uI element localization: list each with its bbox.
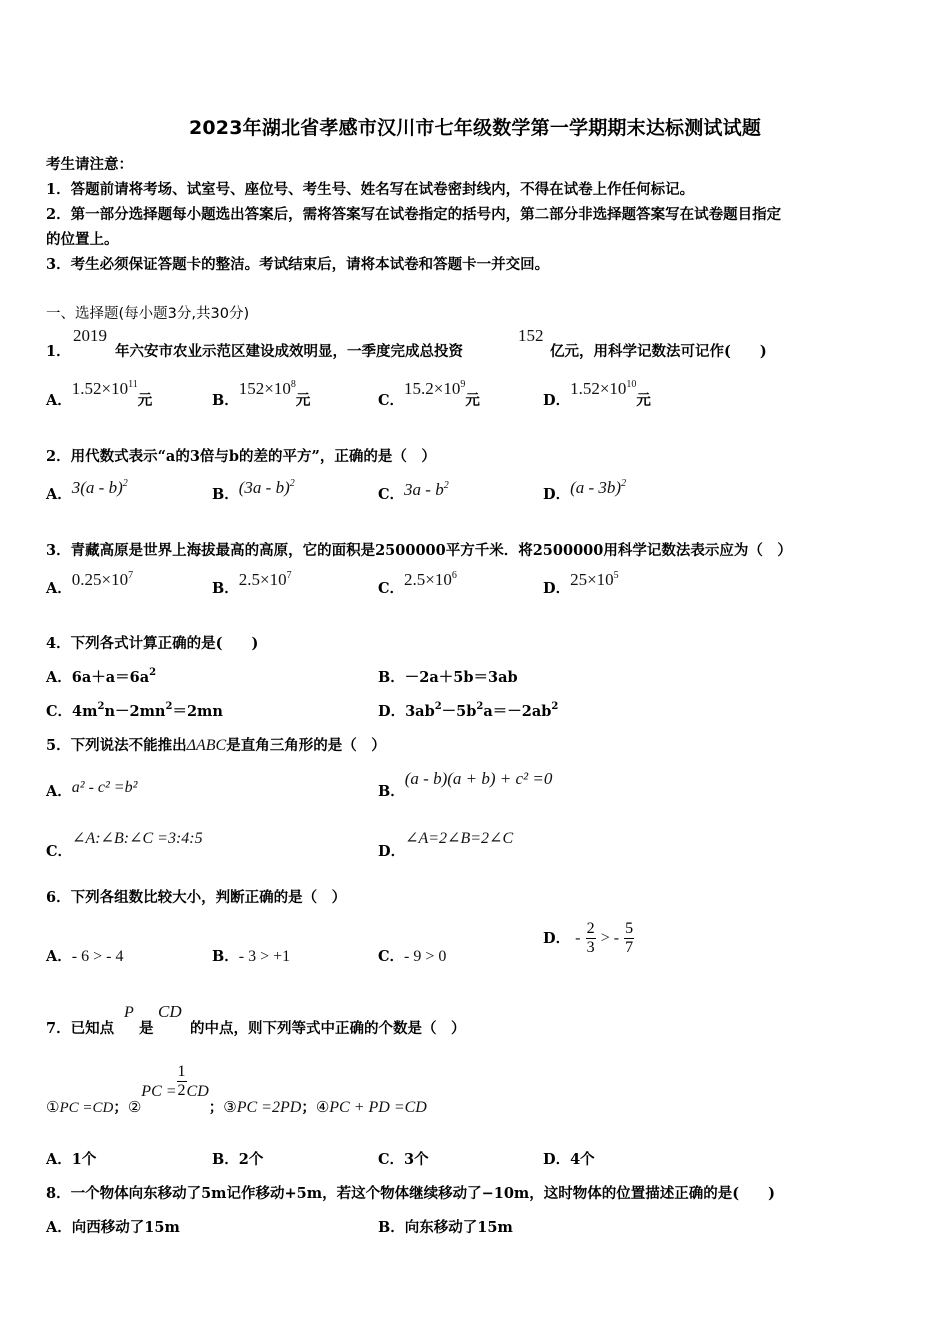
q1-amount: 152 (518, 326, 544, 345)
q4-text: 4．下列各式计算正确的是( ) (46, 635, 259, 652)
notice-heading: 考生请注意： (46, 156, 133, 173)
q5-option-a[interactable]: A．a² - c² =b² (46, 779, 138, 800)
q6-option-a[interactable]: A．- 6 > - 4 (46, 948, 124, 965)
q5-question: 5．下列说法不能推出ΔABC是直角三角形的是（ ） (46, 737, 386, 754)
q7-point-p: P (124, 1004, 134, 1021)
q1-text-1: 年六安市农业示范区建设成效明显，一季度完成总投资 (115, 343, 463, 360)
q7-statements: ①PC =CD；②PC = $\frac{1}{2}$ CD；③PC =2PD；④PC + PD =CD (46, 1063, 427, 1116)
q2-option-d[interactable]: D．(a - 3b)$^2$ (543, 478, 627, 503)
q5-option-b[interactable]: B．(a - b)(a + b) + c² =0 (378, 769, 553, 800)
q2-option-b[interactable]: B．(3a - b)$^2$ (212, 478, 295, 503)
notice-item-3: 3．考生必须保证答题卡的整洁。考试结束后，请将本试卷和答题卡一并交回。 (46, 256, 550, 273)
q3-option-a[interactable]: A．$0.25\times 10^7$ (46, 570, 134, 597)
q4-option-a[interactable]: A．$6a+a=6a^2$ (46, 667, 157, 686)
q4-option-d[interactable]: D．$3ab^2-5b^2a=-2ab^2$ (378, 701, 559, 720)
q6-option-c[interactable]: C．- 9 > 0 (378, 948, 447, 965)
q7-option-b[interactable]: B．2个 (212, 1151, 264, 1168)
q7-text-2: 是 (139, 1020, 154, 1037)
q2-option-a[interactable]: A．3(a - b)$^2$ (46, 478, 128, 503)
q6-text: 6．下列各组数比较大小，判断正确的是（ ） (46, 889, 347, 906)
q1-option-c[interactable]: C．$15.2\times 10^9$元 (378, 379, 480, 409)
q7-segment-cd: CD (158, 1002, 182, 1021)
q6-option-d[interactable]: D． - $\frac{2}{3}$ > - $\frac{5}{7}$ (543, 920, 634, 956)
q2-text: 2．用代数式表示“a的3倍与b的差的平方”，正确的是（ ） (46, 448, 436, 465)
q7-option-a[interactable]: A．1个 (46, 1151, 97, 1168)
q4-option-b[interactable]: B．－2a＋5b＝3ab (378, 669, 518, 686)
q1-option-d[interactable]: D．$1.52\times 10^{10}$元 (543, 379, 651, 409)
q6-option-b[interactable]: B．- 3 > +1 (212, 948, 291, 965)
notice-item-2-cont: 的位置上。 (46, 231, 119, 248)
q5-option-d[interactable]: D．∠A=2∠B=2∠C (378, 830, 514, 860)
fraction-5-7: $\frac{5}{7}$ (625, 920, 634, 956)
fraction-2-3: $\frac{2}{3}$ (586, 920, 595, 956)
q1-text-2: 亿元，用科学记数法可记作( ) (550, 343, 767, 360)
q2-option-c[interactable]: C．$3a - b^2$ (378, 480, 449, 503)
section-heading: 一、选择题(每小题3分,共30分) (46, 306, 250, 322)
q1-option-b[interactable]: B．$152\times 10^8$元 (212, 379, 311, 409)
page-title: 2023年湖北省孝感市汉川市七年级数学第一学期期末达标测试试题 (188, 117, 762, 139)
q3-option-d[interactable]: D．$25\times 10^5$ (543, 570, 619, 597)
q7-option-c[interactable]: C．3个 (378, 1151, 429, 1168)
q1-number: 1． (46, 343, 71, 360)
q8-text: 8．一个物体向东移动了5m记作移动+5m，若这个物体继续移动了−10m，这时物体的位置描述正确的是( ) (46, 1185, 775, 1202)
q5-option-c[interactable]: C．∠A:∠B:∠C =3:4:5 (46, 830, 203, 860)
q3-option-b[interactable]: B．$2.5\times 10^7$ (212, 570, 292, 597)
q7-text-1: 7．已知点 (46, 1020, 115, 1037)
fraction-1-2: $\frac{1}{2}$ (177, 1063, 186, 1099)
q3-option-c[interactable]: C．$2.5\times 10^6$ (378, 570, 457, 597)
q1-option-a[interactable]: A．$1.52\times 10^{11}$元 (46, 379, 153, 409)
q7-option-d[interactable]: D．4个 (543, 1151, 595, 1168)
q4-option-c[interactable]: C．$4m^2n-2mn^2=2mn$ (46, 701, 223, 720)
q1-year: 2019 (73, 326, 107, 345)
q8-option-b[interactable]: B．向东移动了15m (378, 1219, 513, 1236)
notice-item-2: 2．第一部分选择题每小题选出答案后，需将答案写在试卷指定的括号内，第二部分非选择题答案写在试卷题目指定 (46, 206, 782, 223)
notice-item-1: 1．答题前请将考场、试室号、座位号、考生号、姓名写在试卷密封线内，不得在试卷上作任何标记。 (46, 181, 695, 198)
q7-text-3: 的中点，则下列等式中正确的个数是（ ） (190, 1020, 466, 1037)
q3-text: 3．青藏高原是世界上海拔最高的高原，它的面积是2500000平方千米．将2500000用科学记数法表示应为（ ） (46, 542, 792, 559)
q8-option-a[interactable]: A．向西移动了15m (46, 1219, 180, 1236)
